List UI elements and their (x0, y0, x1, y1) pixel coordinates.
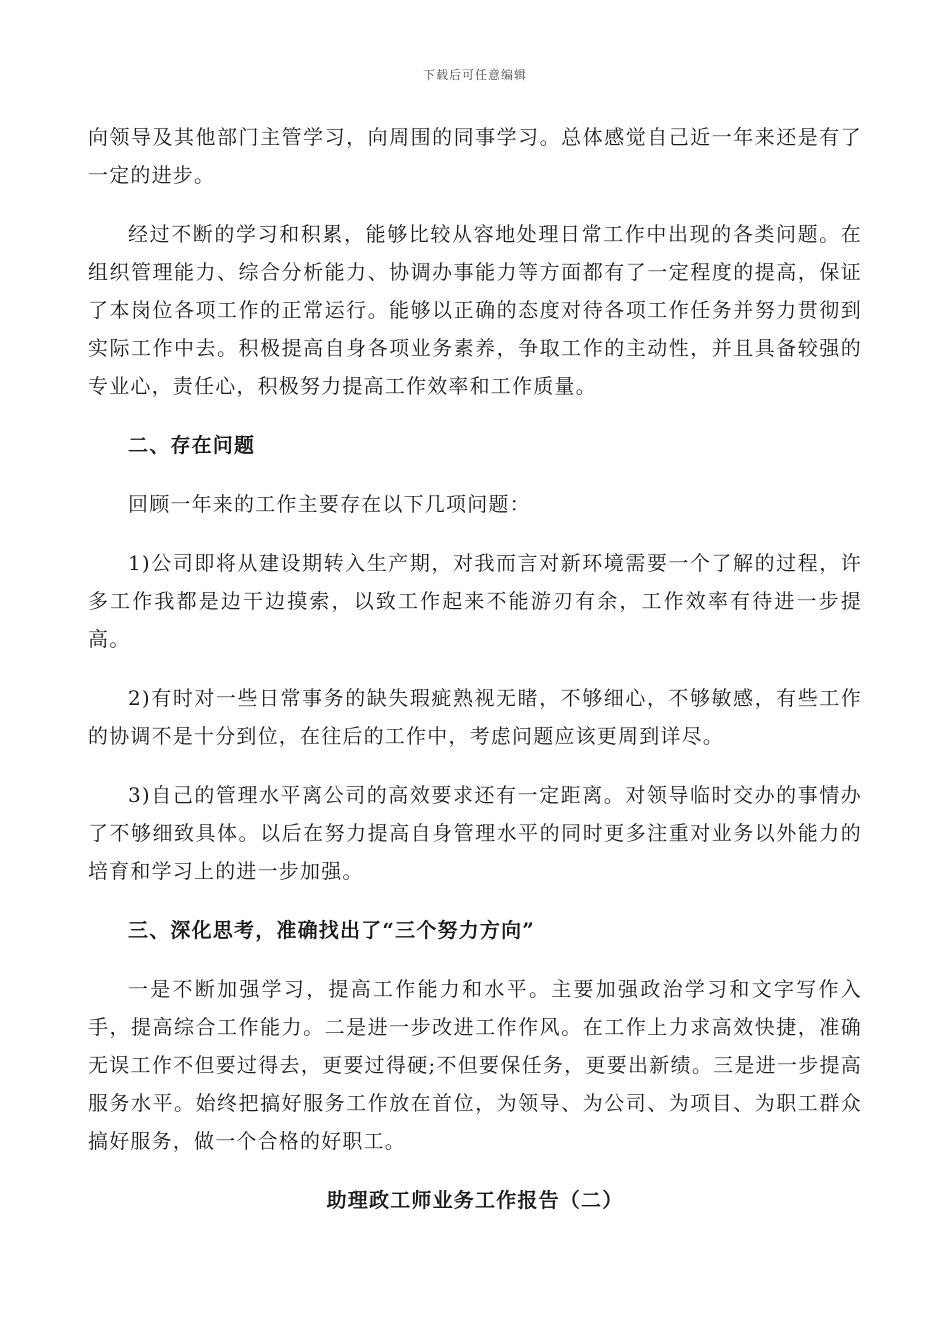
section-heading-problems: 二、存在问题 (128, 433, 256, 457)
page-header: 下载后可任意编辑 (422, 68, 527, 82)
paragraph-problems-intro: 回顾一年来的工作主要存在以下几项问题： (128, 492, 531, 516)
paragraph-problem-1: 1)公司即将从建设期转入生产期，对我而言对新环境需要一个了解的过程，许多工作我都是边干边摸索，以致工作起来不能游刃有余，工作效率有待进一步提高。 (88, 551, 862, 651)
paragraph-progress: 经过不断的学习和积累，能够比较从容地处理日常工作中出现的各类问题。在组织管理能力、综合分析能力、协调办事能力等方面都有了一定程度的提高，保证了本岗位各项工作的正常运行。能够以正确的态度对待各项工作任务并努力贯彻到实际工作中去。积极提高自身各项业务素养，争取工作的主动性，并且具备较强的专业心，责任心，积极努力提高工作效率和工作质量。 (88, 222, 862, 398)
report-title-two: 助理政工师业务工作报告（二） (326, 1188, 624, 1212)
paragraph-directions: 一是不断加强学习，提高工作能力和水平。主要加强政治学习和文字写作入手，提高综合工作能力。二是进一步改进工作作风。在工作上力求高效快捷，准确无误工作不但要过得去，更要过得硬;不但要保任务，更要出新绩。三是进一步提高服务水平。始终把搞好服务工作放在首位，为领导、为公司、为项目、为职工群众搞好服务，做一个合格的好职工。 (88, 977, 862, 1153)
paragraph-problem-3: 3)自己的管理水平离公司的高效要求还有一定距离。对领导临时交办的事情办了不够细致具体。以后在努力提高自身管理水平的同时更多注重对业务以外能力的培育和学习上的进一步加强。 (88, 783, 862, 883)
paragraph-continuation: 向领导及其他部门主管学习，向周围的同事学习。总体感觉自己近一年来还是有了一定的进步。 (88, 125, 862, 187)
paragraph-problem-2: 2)有时对一些日常事务的缺失瑕疵熟视无睹，不够细心，不够敏感，有些工作的协调不是十分到位，在往后的工作中，考虑问题应该更周到详尽。 (88, 686, 862, 748)
section-heading-directions: 三、深化思考，准确找出了“三个努力方向” (128, 918, 536, 942)
document-body (88, 118, 862, 1219)
